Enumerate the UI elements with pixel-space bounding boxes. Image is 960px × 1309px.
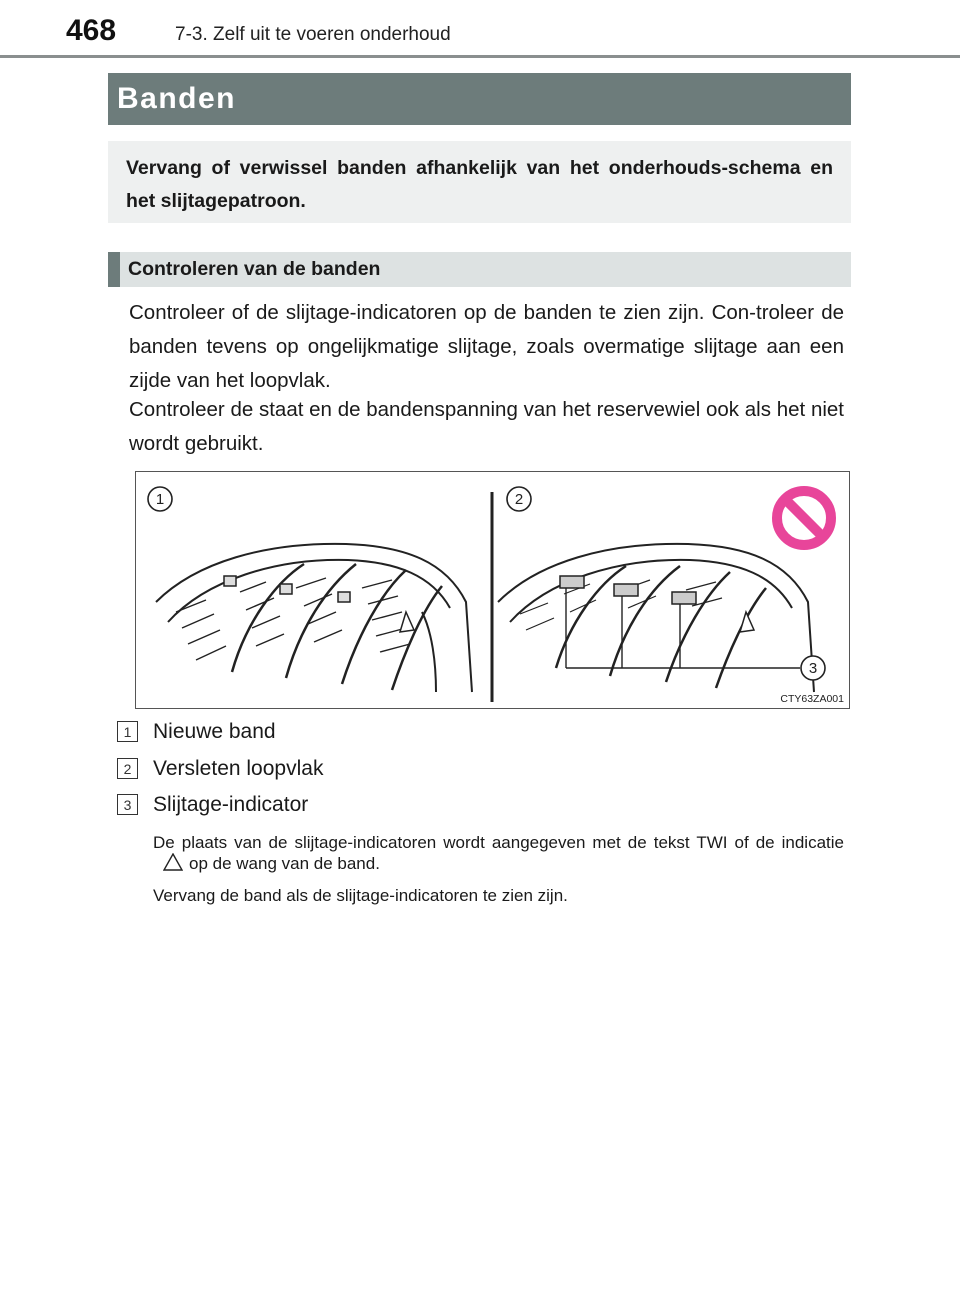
callout-1-label: 1 bbox=[155, 491, 165, 508]
intro-box: Vervang of verwissel banden afhankelijk van het onderhouds-schema en het slijtagepatroon. bbox=[108, 141, 851, 223]
note-1-text-after: op de wang van de band. bbox=[189, 854, 380, 873]
figure-code: CTY63ZA001 bbox=[780, 693, 844, 705]
callout-3-label: 3 bbox=[808, 660, 818, 677]
subsection-bar bbox=[108, 252, 851, 287]
callout-2-label: 2 bbox=[514, 491, 524, 508]
title-bar bbox=[108, 73, 851, 125]
callout-3 bbox=[801, 656, 825, 680]
triangle-icon bbox=[163, 853, 183, 871]
new-tire-drawing bbox=[156, 544, 472, 692]
legend-text-1: Nieuwe band bbox=[153, 720, 276, 743]
section-label: 7-3. Zelf uit te voeren onderhoud bbox=[175, 24, 451, 45]
callout-2 bbox=[507, 487, 531, 511]
legend-number-2: 2 bbox=[117, 758, 138, 779]
page-number: 468 bbox=[66, 14, 117, 47]
legend-text-3: Slijtage-indicator bbox=[153, 793, 309, 816]
header-rule bbox=[0, 55, 960, 58]
paragraph-1: Controleer of de slijtage-indicatoren op de banden te zien zijn. Con-troleer de banden tevens op ongelijkmatige slijtage, zoals overmatige slijtage aan een zijde van het loopvlak. bbox=[129, 301, 844, 392]
legend-number-1: 1 bbox=[117, 721, 138, 742]
tire-illustration bbox=[136, 472, 849, 708]
worn-tire-drawing bbox=[498, 544, 814, 692]
legend-text-2: Versleten loopvlak bbox=[153, 757, 324, 780]
note-1-text-before: De plaats van de slijtage-indicatoren wordt aangegeven met de tekst TWI of de indicatie bbox=[153, 833, 844, 852]
note-replace-tire: Vervang de band als de slijtage-indicatoren te zien zijn. bbox=[153, 886, 568, 905]
subsection-title: Controleren van de banden bbox=[128, 258, 381, 280]
callout-1 bbox=[148, 487, 172, 511]
note-indicator-location bbox=[153, 832, 844, 874]
prohibited-icon bbox=[777, 491, 831, 545]
page-title: Banden bbox=[117, 82, 237, 115]
tire-figure bbox=[135, 471, 850, 709]
paragraph-2: Controleer de staat en de bandenspanning van het reservewiel ook als het niet wordt gebruikt. bbox=[129, 398, 844, 455]
legend-number-3: 3 bbox=[117, 794, 138, 815]
